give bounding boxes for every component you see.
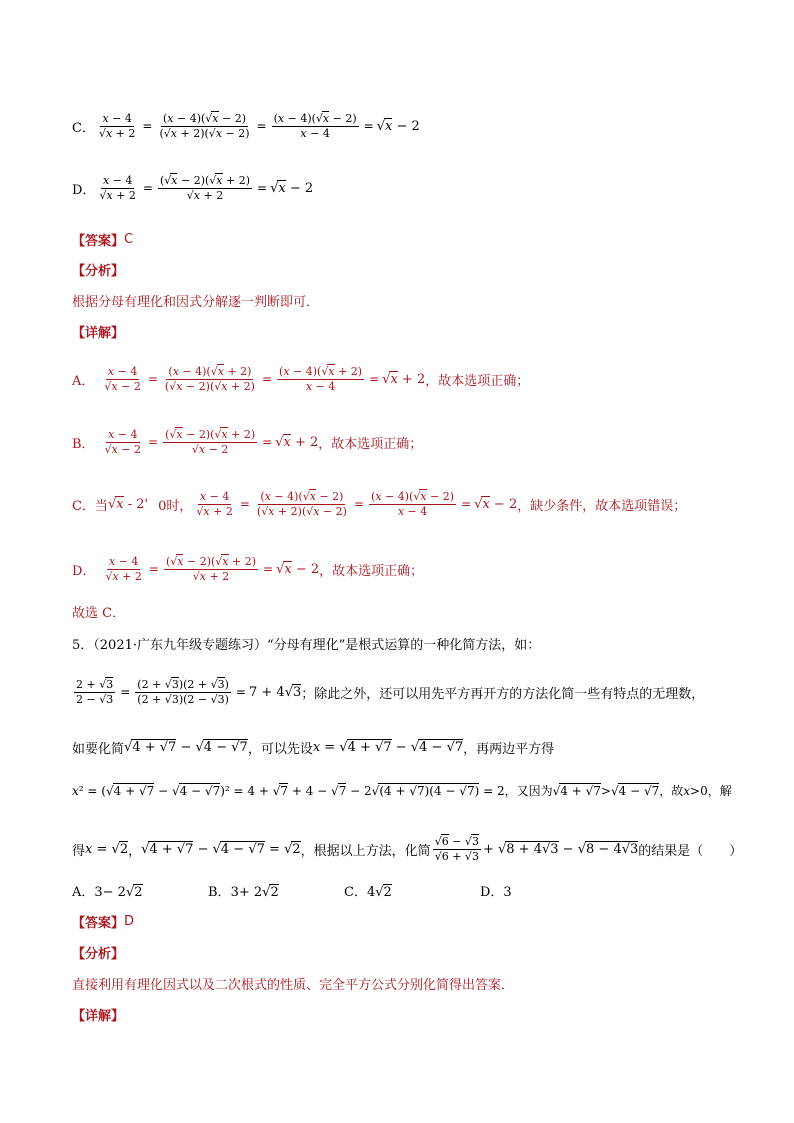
q5-option-c[interactable]: C．4√2 — [344, 885, 392, 900]
option-c-label: C． — [72, 120, 95, 136]
fraction: $\frac{(x - 4)(√x - 2)}{x - 4}$ — [273, 112, 357, 140]
analysis-4-text: 根据分母有理化和因式分解逐一判断即可． — [72, 295, 320, 310]
fraction: $\frac{(x - 4)(√x - 2)}{(√x + 2)(√x - 2)}$ — [159, 112, 250, 140]
option-d-line: D． $\frac{x - 4}{√x + 2}$ = $\frac{(√x - 2)(√x + 2)}{√x + 2}$ = √x − 2 — [72, 174, 314, 202]
detail-4-tag-line — [72, 322, 734, 341]
q5-stem-line-4: x² = (√4 + √7 − √4 − √7)² = 4 + √7 + 4 − √7 − 2√(4 + √7)(4 − √7) = 2 ，又因为 √4 + √7>√4 − √7 ，故 x>0 ，解 — [72, 783, 732, 798]
fraction: $\frac{(√x - 2)(√x + 2)}{√x + 2}$ — [159, 174, 251, 202]
detail-tag: 【详解】 — [72, 326, 125, 341]
analysis-5-tag-line — [72, 943, 734, 962]
answer-tag: 【答案】 — [72, 234, 125, 249]
detail-b-line: B． $\frac{x - 4}{√x - 2}$ = $\frac{(√x - 2)(√x + 2)}{√x - 2}$ = √x + 2 ，故本选项正确； — [72, 428, 423, 456]
fraction: $\frac{x - 4}{√x + 2}$ — [99, 174, 136, 202]
detail-c-line: C．当 √x - 2' 0时， $\frac{x - 4}{√x + 2}$ = $\frac{(x - 4)(√x - 2)}{(√x + 2)(√x - 2)}$ = $\frac{(x - 4)(√x - 2)}{x - 4}$ = √x − 2 ，缺少条件，故本选项错误； — [72, 490, 687, 518]
option-c-line: C． $\frac{x - 4}{√x + 2}$ = $\frac{(x - 4)(√x - 2)}{(√x + 2)(√x - 2)}$ = $\frac{(x - 4)(√x - 2)}{x - 4}$ = √x − 2 — [72, 112, 420, 140]
answer-value: C — [124, 232, 134, 247]
fraction: $\frac{x - 4}{√x + 2}$ — [98, 112, 136, 140]
q5-stem-line-5: 得 x = √2 ， √4 + √7 − √4 − √7 = √2 ，根据以上方法，化简 $\frac{√6 - √3}{√6 + √3}$ + √8 + 4√3 − √8 − 4√3 的结果是（ ） — [72, 835, 743, 863]
q5-option-b[interactable]: B．3+ 2√2 — [208, 885, 279, 900]
q5-option-a[interactable]: A．3− 2√2 — [72, 885, 143, 900]
answer-4-line — [72, 230, 734, 249]
analysis-5-text: 直接利用有理化因式以及二次根式的性质、完全平方公式分别化简得出答案． — [72, 978, 515, 993]
q5-option-d[interactable]: D．3 — [480, 885, 512, 900]
analysis-4-tag-line — [72, 260, 734, 279]
answer-tag: 【答案】 — [72, 916, 125, 931]
option-d-label: D． — [72, 182, 96, 198]
answer-5-line — [72, 912, 734, 931]
answer-value: D — [124, 914, 135, 929]
detail-d-line: D． $\frac{x - 4}{√x + 2}$ = $\frac{(√x - 2)(√x + 2)}{√x + 2}$ = √x − 2 ，故本选项正确； — [72, 555, 424, 583]
detail-tag: 【详解】 — [72, 1009, 125, 1024]
detail-5-tag-line — [72, 1005, 734, 1024]
conclusion-4: 故选 C． — [72, 606, 126, 621]
q5-options — [72, 881, 734, 900]
detail-a-line: A． $\frac{x - 4}{√x - 2}$ = $\frac{(x - 4)(√x + 2)}{(√x - 2)(√x + 2)}$ = $\frac{(x - 4)(√x + 2)}{x - 4}$ = √x + 2 ，故本选项正确； — [72, 365, 530, 393]
analysis-tag: 【分析】 — [72, 264, 125, 279]
analysis-tag: 【分析】 — [72, 947, 125, 962]
q5-stem-line-3: 如要化简 √4 + √7 − √4 − √7 ，可以先设 x = √4 + √7 − √4 − √7 ，再两边平方得 — [72, 740, 555, 757]
q5-stem-line-2: $\frac{2 + √3}{2 - √3}$ = $\frac{(2 + √3)(2 + √3)}{(2 + √3)(2 - √3)}$ = 7 + 4√3 ；除此之外，还可以用先平方再开方的方法化简一些有特点的无理数， — [76, 678, 705, 706]
q5-stem-line-1: 5．（2021·广东九年级专题练习）“分母有理化”是根式运算的一种化简方法，如： — [72, 638, 541, 653]
